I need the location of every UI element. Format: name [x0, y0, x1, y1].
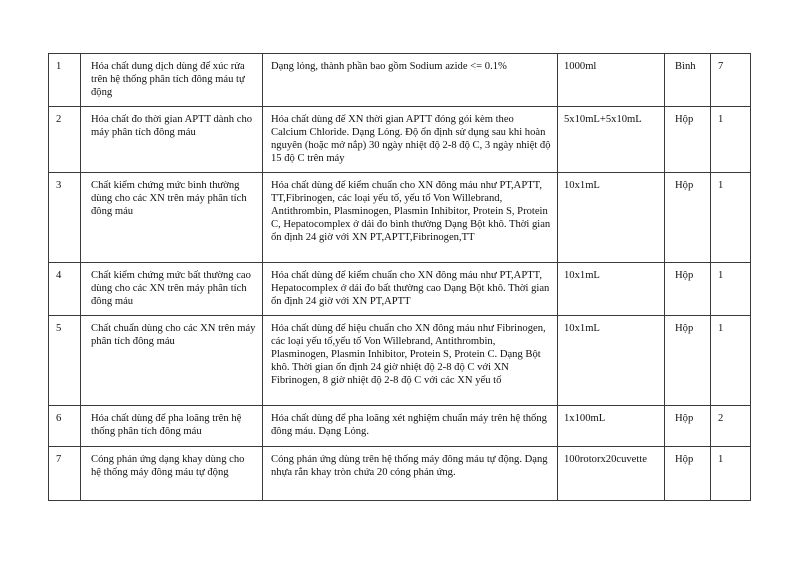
item-spec: 1000ml — [558, 54, 665, 107]
item-spec: 10x1mL — [558, 262, 665, 315]
item-name: Chất kiểm chứng mức bình thường dùng cho các XN trên máy phân tích đông máu — [81, 172, 263, 262]
table-row — [49, 262, 751, 315]
row-number: 4 — [49, 262, 81, 315]
item-name: Hóa chất dùng để pha loãng trên hệ thống phân tích đông máu — [81, 405, 263, 446]
row-number: 6 — [49, 405, 81, 446]
item-description: Hóa chất dùng để hiệu chuẩn cho XN đông máu như Fibrinogen, các loại yếu tố,yếu tố Von Willebrand, Antithrombin, Plasminogen, Plasmin Inhibitor, Protein S, Protein C. Dạng Bột khô. Thời gian ổn định 24 giờ nhiệt độ 2-8 độ C với XN Fibrinogen, 8 giờ nhiệt độ 2-8 độ C với các XN yếu tố — [263, 315, 558, 405]
item-description: Cóng phản ứng dùng trên hệ thống máy đông máu tự động. Dạng nhựa rắn khay tròn chứa 20 cóng phản ứng. — [263, 446, 558, 500]
item-unit: Hộp — [665, 315, 711, 405]
item-unit: Bình — [665, 54, 711, 107]
item-quantity: 1 — [711, 262, 751, 315]
item-spec: 10x1mL — [558, 172, 665, 262]
table-row — [49, 172, 751, 262]
item-quantity: 1 — [711, 315, 751, 405]
item-unit: Hộp — [665, 106, 711, 172]
item-unit: Hộp — [665, 262, 711, 315]
item-description: Hóa chất dùng để kiểm chuẩn cho XN đông máu như PT,APTT, Hepatocomplex ở dải đo bất thường cao Dạng Bột khô. Thời gian ổn định 24 giờ với XN PT,APTT — [263, 262, 558, 315]
row-number: 1 — [49, 54, 81, 107]
row-number: 3 — [49, 172, 81, 262]
item-quantity: 2 — [711, 405, 751, 446]
item-spec: 1x100mL — [558, 405, 665, 446]
table-row — [49, 54, 751, 107]
item-name: Hóa chất đo thời gian APTT dành cho máy phân tích đông máu — [81, 106, 263, 172]
table-row — [49, 446, 751, 500]
item-description: Hóa chất dùng để pha loãng xét nghiệm chuẩn máy trên hệ thống đông máu. Dạng Lỏng. — [263, 405, 558, 446]
item-unit: Hộp — [665, 172, 711, 262]
item-quantity: 7 — [711, 54, 751, 107]
table-row — [49, 106, 751, 172]
item-quantity: 1 — [711, 106, 751, 172]
item-quantity: 1 — [711, 446, 751, 500]
table-row — [49, 405, 751, 446]
item-description: Hóa chất dùng để kiểm chuẩn cho XN đông máu như PT,APTT, TT,Fibrinogen, các loại yếu tố, yếu tố Von Willebrand, Antithrombin, Plasminogen, Plasmin Inhibitor, Protein S, Protein C, Hepatocomplex ở dải đo bình thường Dạng Bột khô. Thời gian ổn định 24 giờ với XN PT,APTT,Fibrinogen,TT — [263, 172, 558, 262]
item-name: Chất chuẩn dùng cho các XN trên máy phân tích đông máu — [81, 315, 263, 405]
item-name: Hóa chất dung dịch dùng để xúc rửa trên hệ thống phân tích đông máu tự động — [81, 54, 263, 107]
item-description: Hóa chất dùng để XN thời gian APTT đóng gói kèm theo Calcium Chloride. Dạng Lỏng. Độ ổn định sử dụng sau khi hoàn nguyên (hoặc mở nắp) 30 ngày nhiệt độ 2-8 độ C, 3 ngày nhiệt độ 15 độ C trên máy — [263, 106, 558, 172]
item-name: Chất kiểm chứng mức bất thường cao dùng cho các XN trên máy phân tích đông máu — [81, 262, 263, 315]
reagent-table — [48, 53, 751, 501]
item-spec: 5x10mL+5x10mL — [558, 106, 665, 172]
table-row — [49, 315, 751, 405]
item-unit: Hộp — [665, 446, 711, 500]
item-quantity: 1 — [711, 172, 751, 262]
item-name: Cóng phản ứng dạng khay dùng cho hệ thống máy đông máu tự động — [81, 446, 263, 500]
item-spec: 10x1mL — [558, 315, 665, 405]
item-spec: 100rotorx20cuvette — [558, 446, 665, 500]
item-unit: Hộp — [665, 405, 711, 446]
row-number: 5 — [49, 315, 81, 405]
row-number: 7 — [49, 446, 81, 500]
item-description: Dạng lỏng, thành phần bao gồm Sodium azide <= 0.1% — [263, 54, 558, 107]
row-number: 2 — [49, 106, 81, 172]
